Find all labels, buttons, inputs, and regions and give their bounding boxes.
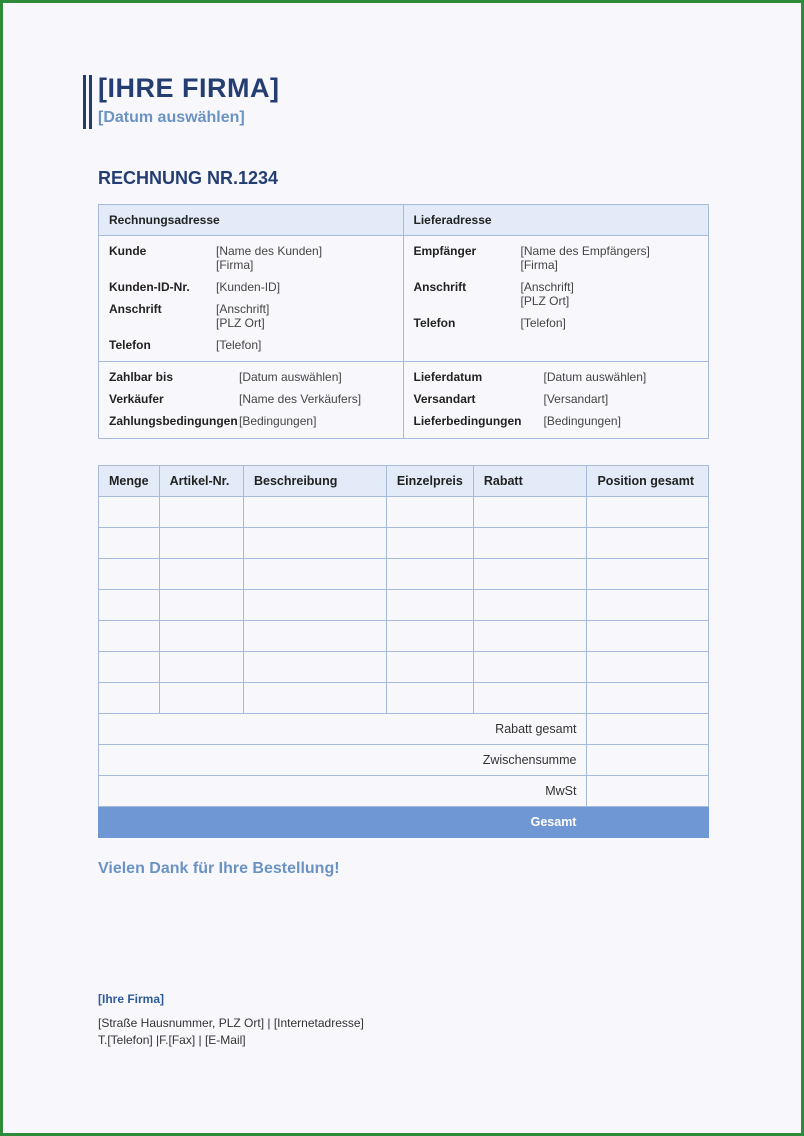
total-label: Gesamt xyxy=(473,807,587,838)
item-row xyxy=(99,652,709,683)
item-cell[interactable] xyxy=(243,497,386,528)
item-cell[interactable] xyxy=(473,497,587,528)
shipping-field-value[interactable] xyxy=(521,280,699,308)
payment-field-label: Zahlungsbedingungen xyxy=(109,414,238,428)
total-spacer-cell xyxy=(99,807,160,838)
delivery-fields xyxy=(414,370,699,428)
payment-field-label: Zahlbar bis xyxy=(109,370,174,384)
item-cell[interactable] xyxy=(159,528,243,559)
item-cell[interactable] xyxy=(587,590,709,621)
item-cell[interactable] xyxy=(159,590,243,621)
shipping-block xyxy=(403,236,709,362)
billing-field-label: Kunde xyxy=(109,244,147,258)
footer-address-line[interactable]: [Straße Hausnummer, PLZ Ort] | [Internetadresse] xyxy=(98,1016,364,1030)
delivery-field-value[interactable]: [Bedingungen] xyxy=(543,414,621,428)
item-cell[interactable] xyxy=(99,621,160,652)
invoice-title: RECHNUNG NR.1234 xyxy=(98,168,279,188)
item-cell[interactable] xyxy=(159,652,243,683)
item-cell[interactable] xyxy=(99,559,160,590)
shipping-field-value-line[interactable]: [PLZ Ort] xyxy=(520,294,570,308)
payment-field-value[interactable]: [Name des Verkäufers] xyxy=(239,392,362,406)
delivery-field-label: Lieferdatum xyxy=(413,370,483,384)
summary-row xyxy=(99,745,709,776)
summary-value[interactable] xyxy=(587,776,709,807)
delivery-block xyxy=(403,362,709,439)
item-cell[interactable] xyxy=(587,497,709,528)
item-cell[interactable] xyxy=(473,683,587,714)
payment-field-value[interactable]: [Bedingungen] xyxy=(239,414,317,428)
item-cell[interactable] xyxy=(386,497,473,528)
billing-field-value-line[interactable]: [Telefon] xyxy=(216,338,262,352)
billing-field-label: Telefon xyxy=(109,338,151,352)
total-spacer-cell xyxy=(243,807,386,838)
delivery-field-value[interactable]: [Versandart] xyxy=(543,392,609,406)
column-header: Artikel-Nr. xyxy=(159,466,243,497)
column-header: Beschreibung xyxy=(243,466,386,497)
item-cell[interactable] xyxy=(386,528,473,559)
summary-label: Zwischensumme xyxy=(99,745,587,776)
item-cell[interactable] xyxy=(587,528,709,559)
shipping-field-label: Empfänger xyxy=(413,244,477,258)
item-row xyxy=(99,559,709,590)
summary-row xyxy=(99,776,709,807)
total-value[interactable] xyxy=(587,807,709,838)
payment-fields xyxy=(109,370,393,428)
shipping-field-value[interactable] xyxy=(521,316,699,330)
footer-company[interactable]: [Ihre Firma] xyxy=(98,992,165,1006)
shipping-field-label: Telefon xyxy=(413,316,456,330)
item-cell[interactable] xyxy=(473,528,587,559)
item-cell[interactable] xyxy=(473,590,587,621)
item-cell[interactable] xyxy=(386,621,473,652)
item-cell[interactable] xyxy=(243,683,386,714)
summary-value[interactable] xyxy=(587,745,709,776)
shipping-field-value[interactable] xyxy=(521,244,699,272)
item-cell[interactable] xyxy=(159,621,243,652)
item-cell[interactable] xyxy=(99,652,160,683)
billing-field-value-line[interactable]: [Name des Kunden] xyxy=(216,244,323,258)
billing-field-value-line[interactable]: [Anschrift] xyxy=(216,302,270,316)
items-header-row xyxy=(99,466,709,497)
brand-bars-decoration xyxy=(83,75,92,129)
shipping-field-value-line[interactable]: [Firma] xyxy=(520,258,558,272)
shipping-field-value-line[interactable]: [Anschrift] xyxy=(520,280,574,294)
delivery-field-label: Versandart xyxy=(413,392,476,406)
shipping-field-value-line[interactable]: [Name des Empfängers] xyxy=(520,244,650,258)
item-row xyxy=(99,528,709,559)
item-cell[interactable] xyxy=(243,590,386,621)
footer-contact-line[interactable]: T.[Telefon] |F.[Fax] | [E-Mail] xyxy=(98,1033,246,1047)
item-row xyxy=(99,497,709,528)
item-row xyxy=(99,590,709,621)
item-cell[interactable] xyxy=(386,683,473,714)
summary-label: Rabatt gesamt xyxy=(99,714,587,745)
item-cell[interactable] xyxy=(587,683,709,714)
item-cell[interactable] xyxy=(159,559,243,590)
column-header: Rabatt xyxy=(473,466,587,497)
address-table xyxy=(98,204,709,439)
item-cell[interactable] xyxy=(99,590,160,621)
item-cell[interactable] xyxy=(587,621,709,652)
item-cell[interactable] xyxy=(243,528,386,559)
item-cell[interactable] xyxy=(473,621,587,652)
item-cell[interactable] xyxy=(386,590,473,621)
shipping-fields xyxy=(414,244,699,330)
shipping-field-value-line[interactable]: [Telefon] xyxy=(520,316,566,330)
billing-heading: Rechnungsadresse xyxy=(99,205,404,236)
billing-field-value[interactable] xyxy=(216,244,393,272)
item-cell[interactable] xyxy=(243,621,386,652)
payment-field-label: Verkäufer xyxy=(109,392,164,406)
item-cell[interactable] xyxy=(159,497,243,528)
delivery-field-value[interactable]: [Datum auswählen] xyxy=(543,370,647,384)
payment-block xyxy=(99,362,404,439)
billing-field-value[interactable] xyxy=(216,302,393,330)
item-cell[interactable] xyxy=(243,559,386,590)
billing-fields xyxy=(109,244,393,352)
item-row xyxy=(99,621,709,652)
invoice-page xyxy=(3,3,801,1133)
item-cell[interactable] xyxy=(473,652,587,683)
shipping-field-label: Anschrift xyxy=(413,280,467,294)
delivery-field-label: Lieferbedingungen xyxy=(413,414,522,428)
thank-you-message: Vielen Dank für Ihre Bestellung! xyxy=(98,860,340,877)
item-cell[interactable] xyxy=(159,683,243,714)
item-cell[interactable] xyxy=(243,652,386,683)
total-row xyxy=(99,807,709,838)
column-header: Einzelpreis xyxy=(386,466,473,497)
item-cell[interactable] xyxy=(99,528,160,559)
billing-field-value-line[interactable]: [PLZ Ort] xyxy=(216,316,265,330)
item-cell[interactable] xyxy=(587,559,709,590)
billing-field-value[interactable] xyxy=(216,280,393,294)
column-header: Menge xyxy=(99,466,160,497)
item-cell[interactable] xyxy=(99,497,160,528)
summary-label: MwSt xyxy=(99,776,587,807)
date-field[interactable]: [Datum auswählen] xyxy=(98,109,245,126)
item-cell[interactable] xyxy=(587,652,709,683)
billing-block xyxy=(99,236,404,362)
billing-field-label: Anschrift xyxy=(109,302,162,316)
billing-field-value[interactable] xyxy=(216,338,393,352)
items-table xyxy=(98,465,709,838)
billing-field-value-line[interactable]: [Firma] xyxy=(216,258,254,272)
shipping-heading: Lieferadresse xyxy=(403,205,709,236)
summary-row xyxy=(99,714,709,745)
billing-field-label: Kunden-ID-Nr. xyxy=(109,280,190,294)
item-cell[interactable] xyxy=(386,652,473,683)
item-row xyxy=(99,683,709,714)
item-cell[interactable] xyxy=(473,559,587,590)
column-header: Position gesamt xyxy=(587,466,709,497)
billing-field-value-line[interactable]: [Kunden-ID] xyxy=(216,280,281,294)
company-name[interactable]: [IHRE FIRMA] xyxy=(98,73,280,103)
summary-value[interactable] xyxy=(587,714,709,745)
payment-field-value[interactable]: [Datum auswählen] xyxy=(239,370,342,384)
total-spacer-cell xyxy=(159,807,243,838)
item-cell[interactable] xyxy=(386,559,473,590)
item-cell[interactable] xyxy=(99,683,160,714)
total-spacer-cell xyxy=(386,807,473,838)
